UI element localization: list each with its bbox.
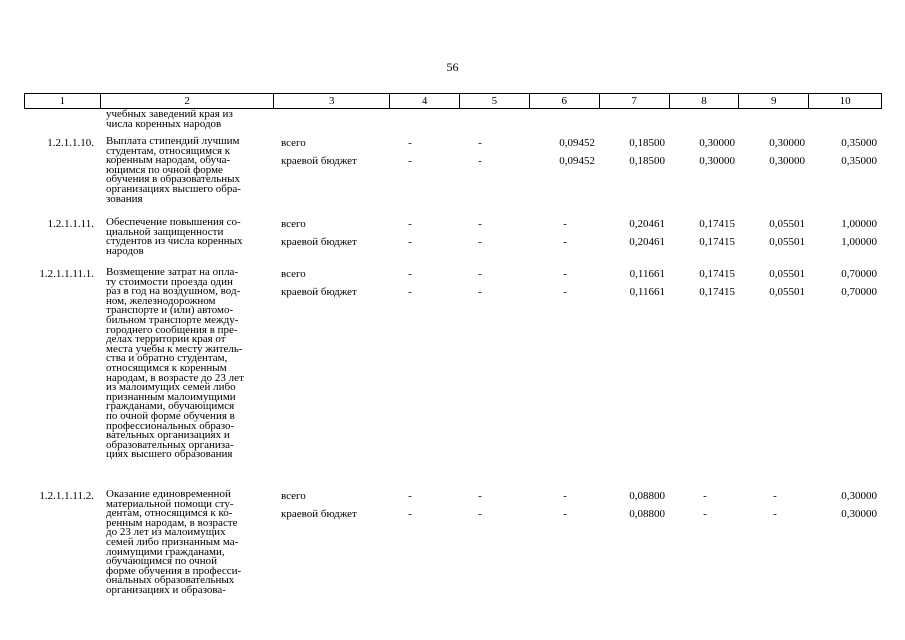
row-code: 1.2.1.1.11. [47,218,94,230]
value-cell: 0,30000 [769,155,805,167]
value-cell: 0,05501 [769,286,805,298]
value-cell: - [563,490,567,502]
description-line: городнего сообщения в пре- [106,323,238,336]
description-line: относящимся к коренным [106,361,227,374]
description-line: места учебы к месту житель- [106,342,243,355]
funding-label: краевой бюджет [281,508,357,520]
value-cell: - [408,155,412,167]
value-cell: - [563,236,567,248]
value-cell: 0,05501 [769,218,805,230]
value-cell: - [408,137,412,149]
value-cell: - [773,508,777,520]
value-cell: - [408,286,412,298]
description-line: обучения в образовательных [106,173,240,186]
value-cell: 0,35000 [841,155,877,167]
value-cell: - [703,490,707,502]
funding-label: краевой бюджет [281,155,357,167]
value-cell: - [478,286,482,298]
value-cell: - [478,236,482,248]
value-cell: 0,30000 [841,490,877,502]
description-line: материальной помощи сту- [106,497,234,510]
value-cell: 0,17415 [699,236,735,248]
description-line: ства и обратно студентам, [106,352,228,365]
value-cell: - [408,236,412,248]
description-line: до 23 лет из малоимущих [106,526,226,539]
description-line: Обеспечение повышения со- [106,216,241,228]
value-cell: 0,09452 [559,137,595,149]
description-line: из малоимущих семей либо [106,381,236,394]
funding-label: всего [281,490,306,502]
value-cell: - [563,218,567,230]
header-col-1: 1 [25,94,101,108]
description-line: признанным малоимущими [106,390,236,403]
value-cell: 0,17415 [699,268,735,280]
value-cell: - [408,218,412,230]
value-cell: - [478,137,482,149]
description-line: дентам, относящимся к ко- [106,507,233,520]
description-line: вательных организациях и [106,429,230,442]
value-cell: 0,18500 [629,155,665,167]
funding-label: краевой бюджет [281,286,357,298]
description-line: циях высшего образования [106,448,233,461]
value-cell: 0,08800 [629,508,665,520]
description-line: обучающимся по очной [106,555,217,568]
value-cell: - [408,508,412,520]
value-cell: - [563,508,567,520]
funding-label: краевой бюджет [281,236,357,248]
header-col-8: 8 [670,94,740,108]
value-cell: - [773,490,777,502]
description-line: профессиональных образо- [106,419,235,432]
header-col-5: 5 [460,94,530,108]
description-line: по очной форме обучения в [106,409,235,422]
value-cell: 0,20461 [629,218,665,230]
header-col-10: 10 [839,95,851,107]
continued-description: учебных заведений края из числа коренных народов [106,108,233,130]
value-cell: 0,18500 [629,137,665,149]
header-col-7: 7 [600,94,670,108]
header-col-2: 2 [101,94,275,108]
row-code: 1.2.1.1.11.1. [39,268,94,280]
value-cell: 0,30000 [841,508,877,520]
value-cell: - [563,268,567,280]
description-line: делах территории края от [106,333,226,346]
value-cell: - [478,490,482,502]
value-cell: - [478,508,482,520]
description-line: ренным народам, в возрасте [106,516,238,529]
description-line: организациях и образова- [106,583,226,596]
value-cell: 0,05501 [769,236,805,248]
row-description [106,268,276,460]
description-line: лоимущими гражданами, [106,545,225,558]
page-number: 56 [446,60,459,74]
funding-label: всего [281,268,306,280]
value-cell: 0,08800 [629,490,665,502]
value-cell: - [408,490,412,502]
value-cell: 0,30000 [699,155,735,167]
description-line: семей либо признанным ма- [106,535,239,548]
description-line: зования [106,192,143,205]
value-cell: - [703,508,707,520]
value-cell: 0,09452 [559,155,595,167]
value-cell: 0,30000 [769,137,805,149]
value-cell: - [478,155,482,167]
value-cell: - [478,268,482,280]
value-cell: 1,00000 [841,236,877,248]
description-line: студентов из числа коренных [106,235,243,248]
value-cell: - [563,286,567,298]
description-line: студентам, относящимся к [106,144,231,157]
header-col-4: 4 [390,94,460,108]
row-code: 1.2.1.1.10. [47,137,94,149]
funding-label: всего [281,218,306,230]
value-cell: 0,70000 [841,286,877,298]
row-description [106,137,276,204]
description-line: ту стоимости проезда один [106,275,233,288]
value-cell: - [408,268,412,280]
description-line: Оказание единовременной [106,488,231,500]
description-line: народов [106,244,144,257]
description-line: Выплата стипендий лучшим [106,135,240,147]
description-line: организациях высшего обра- [106,182,241,195]
description-line: ющимся по очной форме [106,163,223,176]
description-line: раз в год на воздушном, вод- [106,285,241,298]
value-cell: 0,35000 [841,137,877,149]
description-line: коренным народам, обуча- [106,154,231,167]
value-cell: 0,70000 [841,268,877,280]
header-col-3: 3 [274,94,390,108]
description-line: транспорте и (или) автомо- [106,304,234,317]
description-line: ном, железнодорожном [106,294,216,307]
value-cell: 1,00000 [841,218,877,230]
value-cell: - [478,218,482,230]
row-code: 1.2.1.1.11.2. [39,490,94,502]
header-col-6: 6 [530,94,600,108]
value-cell: 0,20461 [629,236,665,248]
value-cell: 0,17415 [699,286,735,298]
table-header [24,93,882,109]
description-line: форме обучения в професси- [106,564,242,577]
description-line: народам, в возрасте до 23 лет [106,371,244,384]
value-cell: 0,11661 [629,268,665,280]
description-line: гражданами, обучающимся [106,400,235,413]
value-cell: 0,30000 [699,137,735,149]
description-line: бильном транспорте между- [106,313,239,326]
row-description [106,490,276,596]
description-line: Возмещение затрат на опла- [106,266,239,278]
header-col-9: 9 [739,94,809,108]
value-cell: 0,11661 [629,286,665,298]
value-cell: 0,17415 [699,218,735,230]
row-description [106,218,276,256]
funding-label: всего [281,137,306,149]
value-cell: 0,05501 [769,268,805,280]
description-line: ональных образовательных [106,574,235,587]
description-line: образовательных организа- [106,438,234,451]
description-line: циальной защищенности [106,225,224,238]
